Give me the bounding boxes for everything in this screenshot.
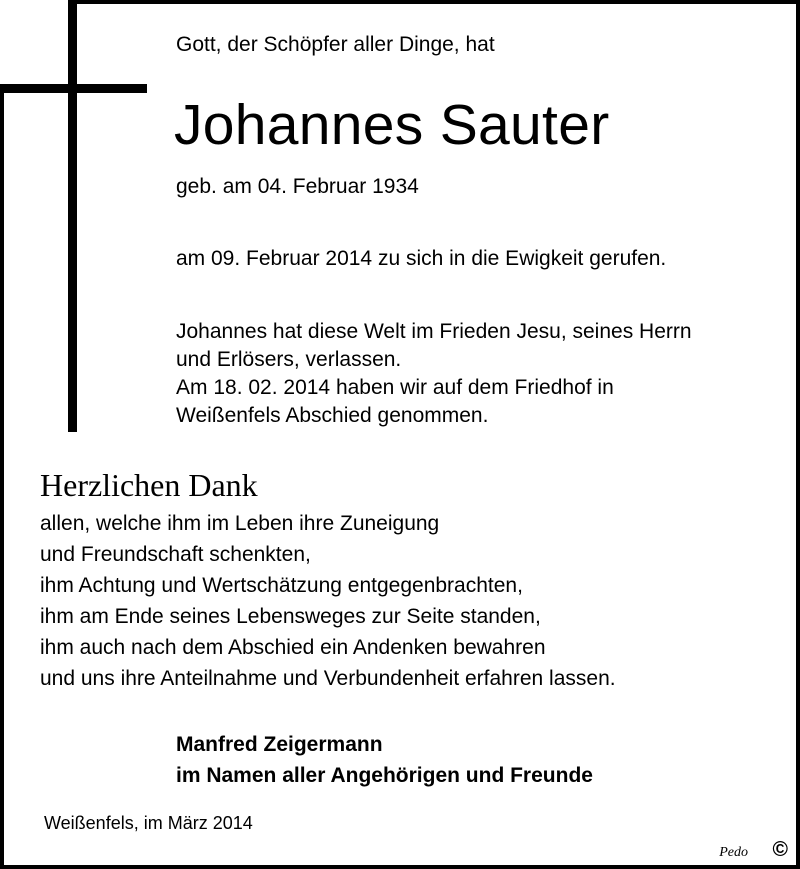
- paragraph-line: Weißenfels Abschied genommen.: [176, 404, 489, 427]
- copyright-icon: ©: [772, 838, 788, 861]
- cross-horizontal-bar: [0, 84, 147, 93]
- frame-left-border: [0, 84, 4, 869]
- signature-block: [176, 729, 593, 791]
- frame-bottom-border: [0, 865, 800, 869]
- place-date: Weißenfels, im März 2014: [44, 813, 253, 833]
- frame-top-border: [70, 0, 800, 4]
- signature-line: im Namen aller Angehörigen und Freunde: [176, 764, 593, 787]
- frame-right-border: [796, 0, 800, 869]
- paragraph-line: Johannes hat diese Welt im Frieden Jesu, seines Herrn: [176, 320, 692, 343]
- deceased-name: Johannes Sauter: [174, 93, 610, 157]
- designer-mark: Pedo: [719, 845, 748, 860]
- cross-vertical-bar: [68, 0, 77, 432]
- thanks-heading: Herzlichen Dank: [40, 467, 258, 503]
- death-date: am 09. Februar 2014 zu sich in die Ewigkeit gerufen.: [176, 247, 667, 270]
- thanks-line: ihm Achtung und Wertschätzung entgegenbrachten,: [40, 574, 523, 597]
- paragraph-line: und Erlösers, verlassen.: [176, 348, 402, 371]
- thanks-line: allen, welche ihm im Leben ihre Zuneigung: [40, 512, 440, 535]
- thanks-text: [40, 508, 616, 694]
- thanks-line: ihm auch nach dem Abschied ein Andenken bewahren: [40, 636, 546, 659]
- signature-name: Manfred Zeigermann: [176, 733, 383, 756]
- thanks-line: ihm am Ende seines Lebensweges zur Seite standen,: [40, 605, 541, 628]
- paragraph-line: Am 18. 02. 2014 haben wir auf dem Friedhof in: [176, 376, 614, 399]
- thanks-line: und Freundschaft schenkten,: [40, 543, 311, 566]
- farewell-paragraph: [176, 318, 692, 430]
- thanks-line: und uns ihre Anteilnahme und Verbundenheit erfahren lassen.: [40, 667, 616, 690]
- birth-date: geb. am 04. Februar 1934: [176, 175, 419, 198]
- intro-text: Gott, der Schöpfer aller Dinge, hat: [176, 33, 495, 56]
